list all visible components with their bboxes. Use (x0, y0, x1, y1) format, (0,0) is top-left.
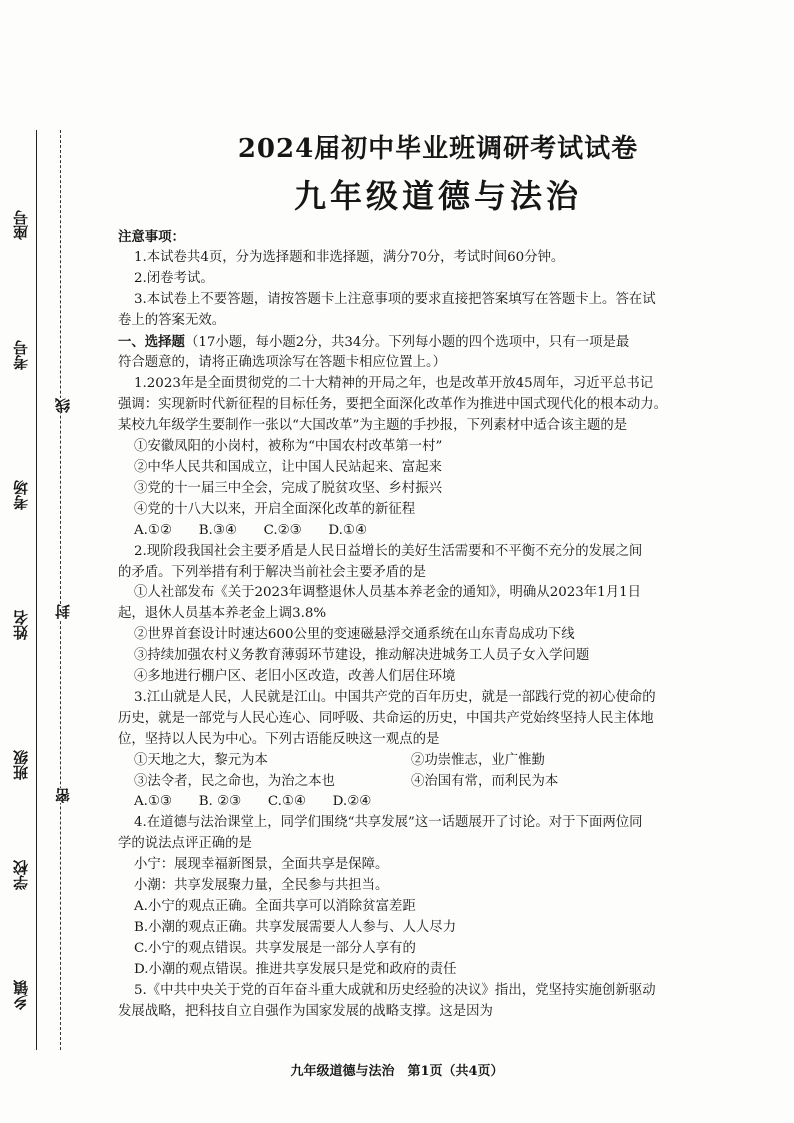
note-item: 3.本试卷上不要答题，请按答题卡上注意事项的要求直接把答案填写在答题卡上。答在试 (134, 291, 656, 307)
question-stem: 2.现阶段我国社会主要矛盾是人民日益增长的美好生活需要和不平衡不充分的发展之间 (134, 543, 643, 559)
question-options: A.①③ B. ②③ C.①④ D.②④ (134, 794, 372, 810)
section-desc: （17小题，每小题2分，共34分。下列每小题的四个选项中，只有一项是最 (184, 334, 630, 350)
seat-number-label: 座号 (12, 210, 30, 240)
question-item-row (118, 751, 758, 772)
class-label: 班级 (12, 750, 30, 780)
binding-sidebar (0, 130, 80, 1050)
school-label: 学校 (12, 860, 30, 890)
question-item: ④治国有常，而利民为本 (411, 773, 559, 789)
exam-content (118, 128, 758, 1022)
question-item: ③持续加强农村义务教育薄弱环节建设，推动解决进城务工人员子女入学问题 (134, 648, 590, 664)
exam-title: 2024届初中毕业班调研考试试卷 (237, 134, 639, 164)
section-heading: 一、选择题 (118, 333, 185, 350)
question-option: D.小潮的观点错误。推进共享发展只是党和政府的责任 (134, 961, 457, 977)
seal-word-seal: 封 (54, 604, 72, 619)
question-item: 起，退休人员基本养老金上调3.8% (118, 606, 327, 622)
question-item: ④多地进行棚户区、老旧小区改造，改善人们居住环境 (134, 669, 456, 685)
seal-word-line: 线 (54, 398, 72, 413)
question-stem: 4.在道德与法治课堂上，同学们围绕“共享发展”这一话题展开了讨论。对于下面两位同 (134, 815, 643, 831)
name-label: 姓名 (12, 610, 30, 640)
section-desc: 符合题意的，请将正确选项涂写在答题卡相应位置上。） (118, 355, 447, 371)
question-stem: 发展战略，把科技自立自强作为国家发展的战略支撑。这是因为 (118, 1003, 493, 1019)
question-stem: 强调：实现新时代新征程的目标任务，要把全面深化改革作为推进中国式现代化的根本动力。 (118, 397, 668, 413)
question-option: A.小宁的观点正确。全面共享可以消除贫富差距 (134, 899, 416, 914)
question-option: B.小潮的观点正确。共享发展需要人人参与、人人尽力 (134, 919, 457, 935)
question-options: A.①② B.③④ C.②③ D.①④ (134, 522, 367, 538)
question-stem: 的矛盾。下列举措有利于解决当前社会主要矛盾的是 (118, 564, 426, 580)
student-quote: 小潮：共享发展聚力量，全民参与共担当。 (134, 878, 389, 894)
seal-word-secret: 密 (54, 788, 72, 803)
page-footer: 九年级道德与法治 第1页（共4页） (290, 1064, 504, 1079)
note-item: 卷上的答案无效。 (118, 312, 226, 328)
question-item: ②中华人民共和国成立，让中国人民站起来、富起来 (134, 459, 442, 475)
question-item: ①天地之大，黎元为本 (134, 752, 268, 768)
question-stem: 某校九年级学生要制作一张以“大国改革”为主题的手抄报，下列素材中适合该主题的是 (118, 418, 628, 434)
notes-heading: 注意事项： (118, 229, 185, 245)
question-stem: 3.江山就是人民，人民就是江山。中国共产党的百年历史，就是一部践行党的初心使命的 (134, 689, 656, 705)
question-stem: 位，坚持以人民为中心。下列古语能反映这一观点的是 (118, 731, 440, 747)
student-quote: 小宁：展现幸福新图景，全面共享是保障。 (134, 857, 389, 873)
exam-number-label: 考号 (12, 340, 30, 370)
seal-cut-line (60, 130, 61, 1050)
note-item: 1.本试卷共4页，分为选择题和非选择题，满分70分，考试时间60分钟。 (134, 249, 565, 265)
sidebar-rule (36, 130, 37, 1050)
question-item: ①安徽凤阳的小岗村，被称为“中国农村改革第一村” (134, 439, 443, 455)
note-item: 2.闭卷考试。 (134, 270, 214, 286)
question-item: ③党的十一届三中全会，完成了脱贫攻坚、乡村振兴 (134, 480, 442, 496)
subject-title: 九年级道德与法治 (293, 177, 582, 215)
question-stem: 历史，就是一部党与人民心连心、同呼吸、共命运的历史，中国共产党始终坚持人民主体地 (118, 710, 654, 726)
township-label: 乡镇 (12, 980, 30, 1010)
question-item: ②世界首套设计时速达600公里的变速磁悬浮交通系统在山东青岛成功下线 (134, 627, 575, 643)
question-item-row (118, 772, 758, 793)
question-item: ②功崇惟志，业广惟勤 (411, 752, 545, 768)
question-item: ③法令者，民之命也，为治之本也 (134, 773, 335, 789)
exam-room-label: 考场 (12, 480, 30, 510)
question-option: C.小宁的观点错误。共享发展是一部分人享有的 (134, 940, 416, 956)
question-item: ①人社部发布《关于2023年调整退休人员基本养老金的通知》，明确从2023年1月1日 (134, 585, 641, 601)
section-heading-line (118, 332, 758, 354)
question-item: ④党的十八大以来，开启全面深化改革的新征程 (134, 501, 416, 517)
question-stem: 学的说法点评正确的是 (118, 836, 252, 852)
question-stem: 5.《中共中央关于党的百年奋斗重大成就和历史经验的决议》指出，党坚持实施创新驱动 (134, 982, 656, 998)
question-stem: 1.2023年是全面贯彻党的二十大精神的开局之年，也是改革开放45周年，习近平总书记 (134, 376, 654, 392)
